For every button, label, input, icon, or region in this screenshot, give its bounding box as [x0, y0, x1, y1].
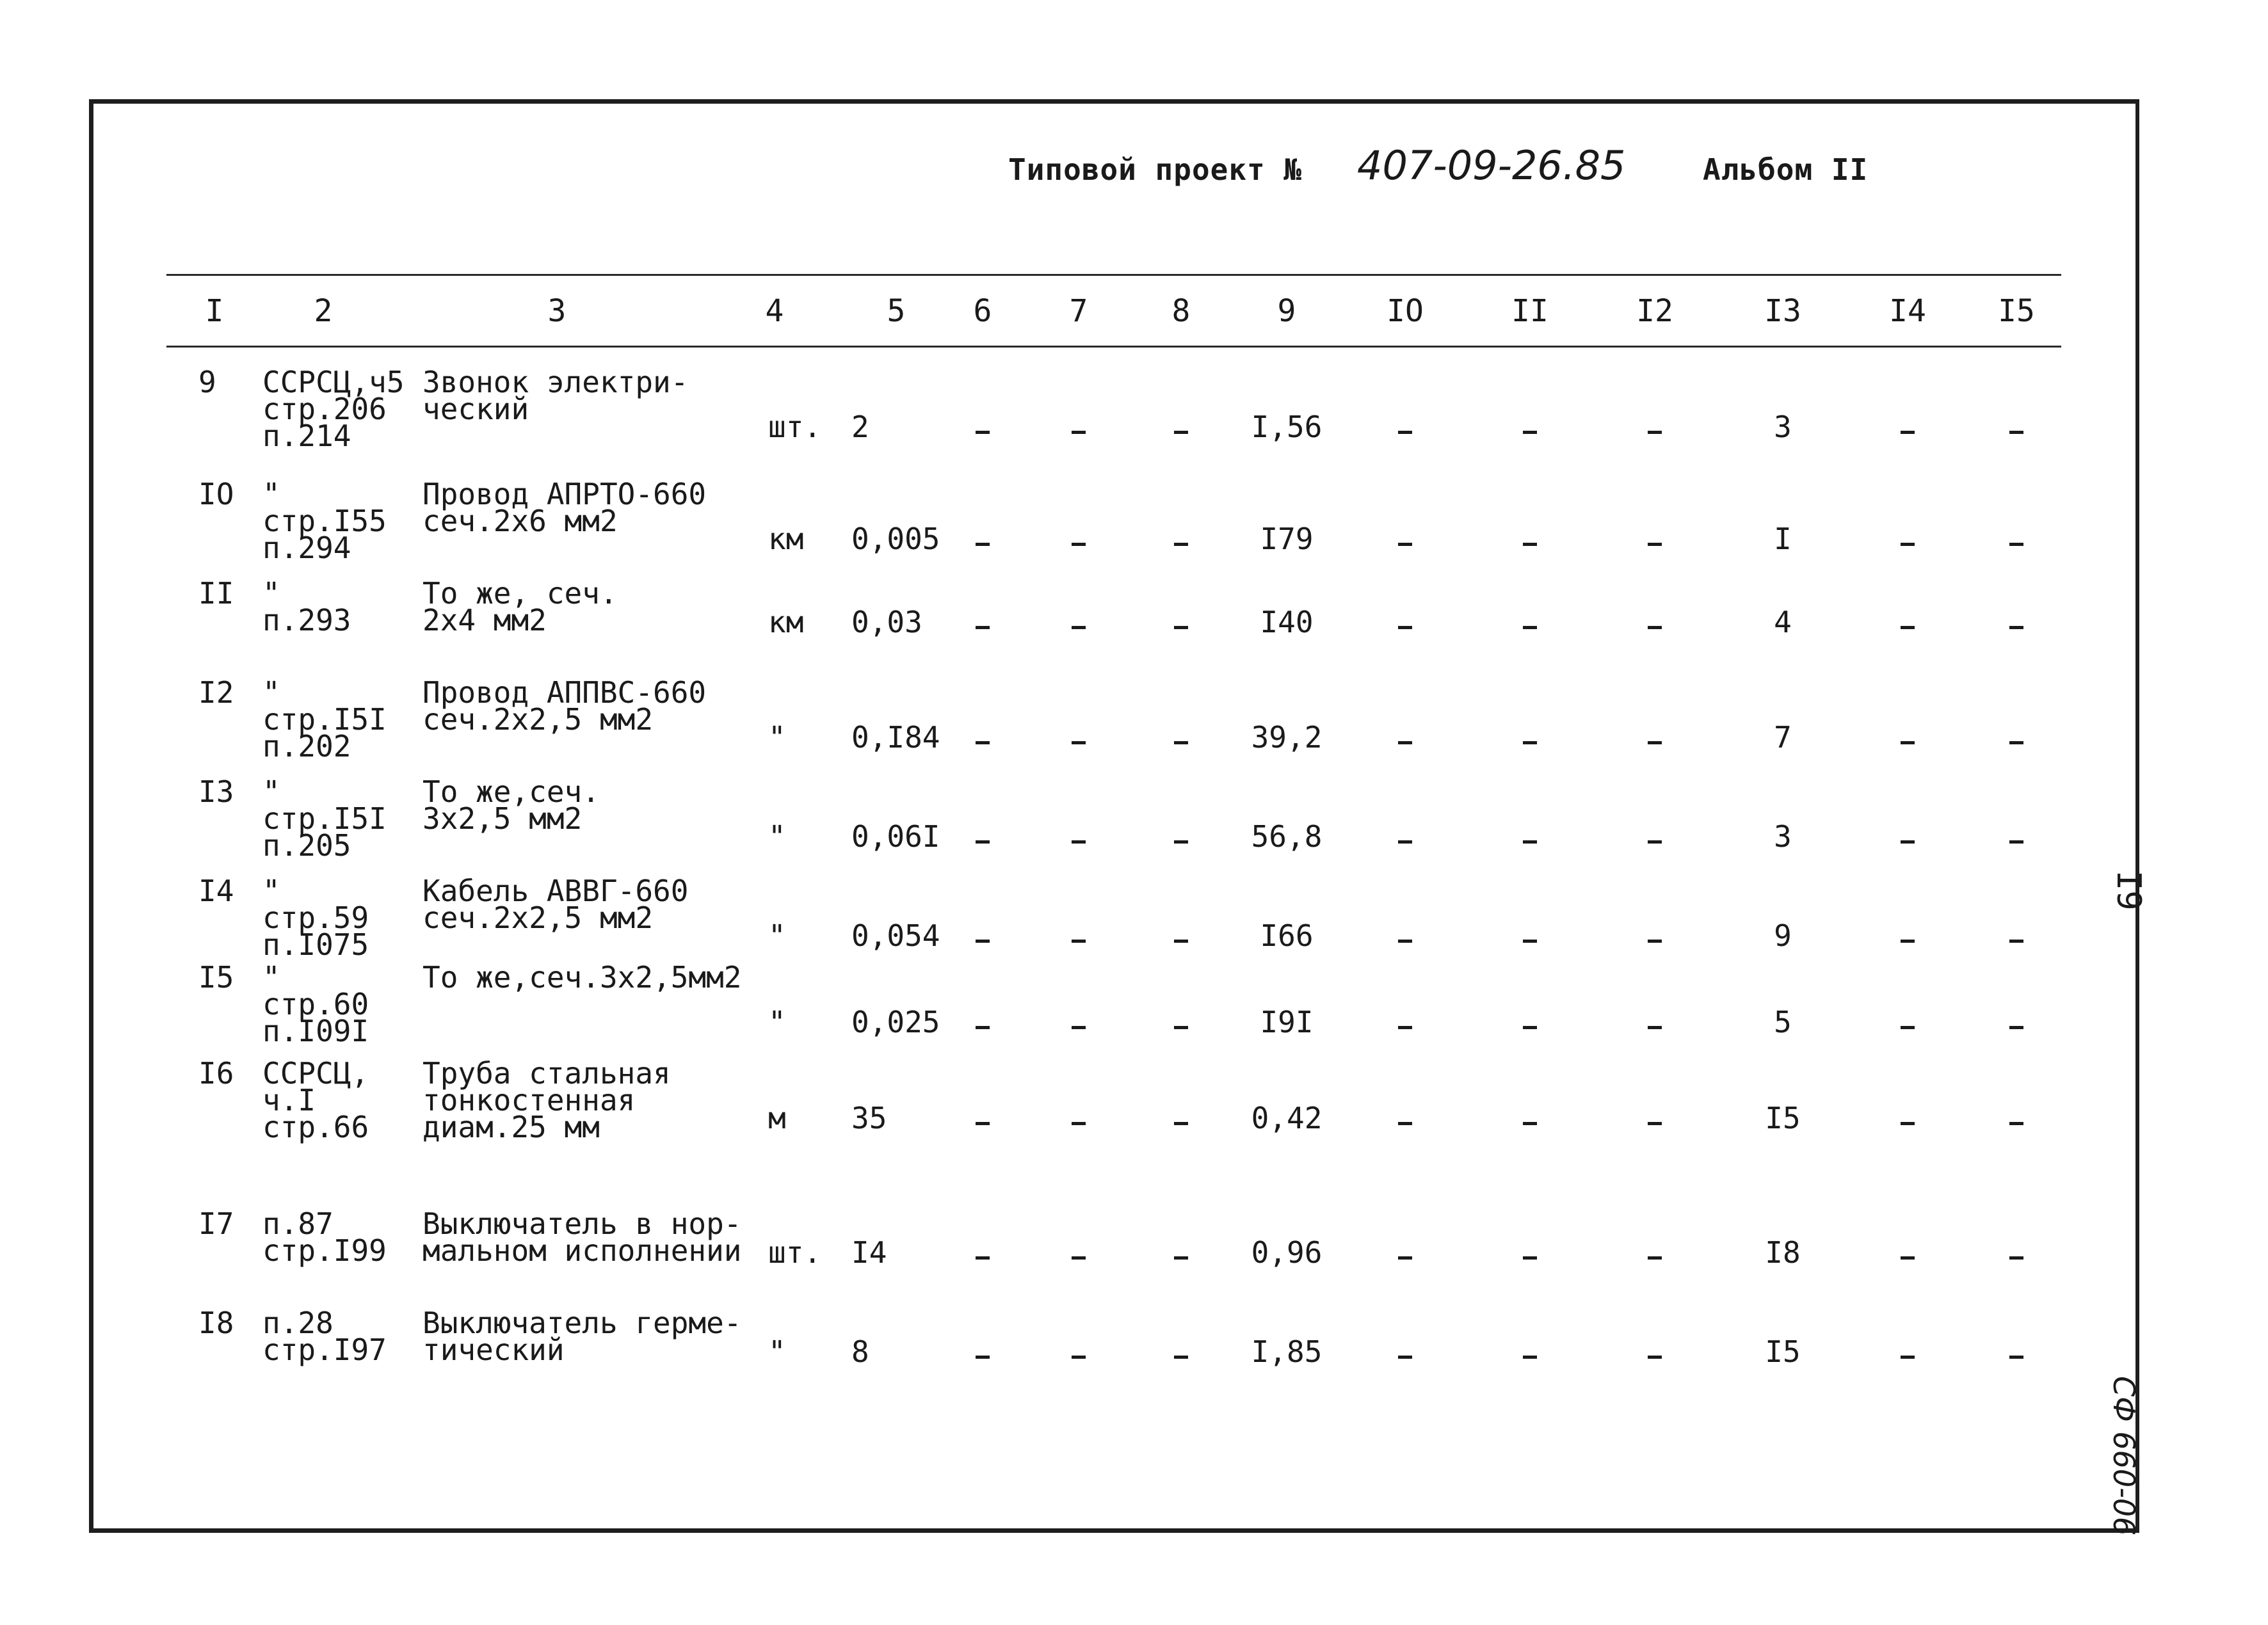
quantity-cell: 0,I84 — [851, 720, 940, 755]
dash-mark — [1648, 626, 1662, 629]
source-reference: п.202 — [262, 729, 351, 764]
quantity-cell: 0,054 — [851, 918, 940, 953]
dash-mark — [1398, 840, 1412, 844]
dash-mark — [976, 741, 990, 744]
header-bottom-rule — [166, 346, 2061, 348]
dash-mark — [1174, 431, 1188, 434]
item-name: То же,сеч.3х2,5мм2 — [422, 960, 742, 995]
source-reference: п.87 — [262, 1206, 334, 1241]
column-number: II — [1511, 293, 1548, 329]
item-name: сеч.2х2,5 мм2 — [422, 702, 654, 737]
column-number: IO — [1387, 293, 1424, 329]
unit-cell: " — [768, 819, 786, 854]
dash-mark — [976, 940, 990, 943]
source-reference: " — [262, 477, 280, 511]
dash-mark — [1523, 431, 1537, 434]
item-name: 2х4 мм2 — [422, 603, 547, 637]
value-c9: 0,96 — [1251, 1235, 1323, 1270]
column-number: I5 — [1998, 293, 2035, 329]
dash-mark — [1174, 626, 1188, 629]
dash-mark — [1523, 543, 1537, 546]
row-number: 9 — [198, 365, 216, 399]
quantity-cell: 0,025 — [851, 1005, 940, 1039]
column-number: I — [205, 293, 224, 329]
row-number: I6 — [198, 1056, 234, 1091]
value-c9: I40 — [1260, 605, 1314, 639]
quantity-cell: 0,005 — [851, 522, 940, 556]
dash-mark — [2009, 543, 2023, 546]
item-name: сеч.2х2,5 мм2 — [422, 901, 654, 935]
quantity-cell: 8 — [851, 1334, 869, 1369]
unit-cell: км — [768, 522, 804, 556]
dash-mark — [976, 1026, 990, 1029]
dash-mark — [1523, 1026, 1537, 1029]
unit-cell: м — [768, 1101, 786, 1135]
source-reference: стр.206 — [262, 392, 387, 426]
document-frame — [89, 99, 2141, 1536]
item-name: Звонок электри- — [422, 365, 689, 399]
dash-mark — [1174, 840, 1188, 844]
item-name: ческий — [422, 392, 529, 426]
item-name: 3х2,5 мм2 — [422, 801, 583, 836]
item-name: диам.25 мм — [422, 1110, 600, 1144]
item-name: То же, сеч. — [422, 576, 618, 611]
row-number: I4 — [198, 874, 234, 908]
dash-mark — [1398, 431, 1412, 434]
quantity-cell: 0,03 — [851, 605, 922, 639]
value-c9: 39,2 — [1251, 720, 1323, 755]
page-number: I9 — [2109, 870, 2148, 911]
source-reference: " — [262, 576, 280, 611]
column-number: 2 — [314, 293, 333, 329]
value-c13: 4 — [1774, 605, 1792, 639]
value-c9: I,85 — [1251, 1334, 1323, 1369]
album-label: Альбом II — [1703, 152, 1869, 187]
dash-mark — [1523, 626, 1537, 629]
dash-mark — [1072, 840, 1086, 844]
column-number: 4 — [765, 293, 784, 329]
dash-mark — [2009, 1356, 2023, 1359]
dash-mark — [976, 1356, 990, 1359]
item-name: тический — [422, 1333, 565, 1367]
row-number: I7 — [198, 1206, 234, 1241]
dash-mark — [976, 1122, 990, 1125]
unit-cell: " — [768, 918, 786, 953]
value-c13: I8 — [1765, 1235, 1801, 1270]
dash-mark — [976, 1256, 990, 1260]
column-number: I3 — [1764, 293, 1801, 329]
dash-mark — [1901, 1122, 1915, 1125]
dash-mark — [1072, 626, 1086, 629]
item-name: Труба стальная — [422, 1056, 671, 1091]
dash-mark — [2009, 840, 2023, 844]
item-name: Кабель АВВГ-660 — [422, 874, 689, 908]
archive-stamp: СФ 660-06 — [2107, 1376, 2141, 1536]
dash-mark — [976, 840, 990, 844]
source-reference: стр.59 — [262, 901, 369, 935]
source-reference: " — [262, 960, 280, 995]
dash-mark — [2009, 1026, 2023, 1029]
dash-mark — [1901, 626, 1915, 629]
value-c13: I5 — [1765, 1101, 1801, 1135]
dash-mark — [1901, 1026, 1915, 1029]
source-reference: п.28 — [262, 1306, 334, 1340]
source-reference: п.I09I — [262, 1014, 369, 1048]
source-reference: стр.I5I — [262, 702, 387, 737]
dash-mark — [1072, 543, 1086, 546]
value-c9: I9I — [1260, 1005, 1314, 1039]
unit-cell: шт. — [768, 410, 822, 444]
dash-mark — [1648, 840, 1662, 844]
dash-mark — [1072, 741, 1086, 744]
dash-mark — [1398, 626, 1412, 629]
source-reference: стр.I97 — [262, 1333, 387, 1367]
dash-mark — [1901, 431, 1915, 434]
item-name: сеч.2х6 мм2 — [422, 504, 618, 538]
dash-mark — [976, 626, 990, 629]
dash-mark — [1072, 1026, 1086, 1029]
item-name: Провод АПРТО-660 — [422, 477, 707, 511]
value-c13: 3 — [1774, 410, 1792, 444]
source-reference: стр.I55 — [262, 504, 387, 538]
column-number: 6 — [973, 293, 992, 329]
project-number: 407-09-26.85 — [1357, 142, 1626, 189]
dash-mark — [1174, 741, 1188, 744]
unit-cell: шт. — [768, 1235, 822, 1270]
dash-mark — [1174, 1122, 1188, 1125]
source-reference: ч.I — [262, 1083, 316, 1117]
dash-mark — [2009, 431, 2023, 434]
column-number: 5 — [887, 293, 906, 329]
dash-mark — [1648, 543, 1662, 546]
dash-mark — [1648, 1122, 1662, 1125]
source-reference: стр.I99 — [262, 1233, 387, 1268]
value-c13: I5 — [1765, 1334, 1801, 1369]
dash-mark — [1398, 1256, 1412, 1260]
value-c9: I,56 — [1251, 410, 1323, 444]
dash-mark — [1648, 1026, 1662, 1029]
dash-mark — [1398, 543, 1412, 546]
project-label: Типовой проект № — [1008, 152, 1303, 187]
dash-mark — [1072, 1256, 1086, 1260]
row-number: I5 — [198, 960, 234, 995]
dash-mark — [1398, 1026, 1412, 1029]
quantity-cell: 35 — [851, 1101, 887, 1135]
quantity-cell: 0,06I — [851, 819, 940, 854]
dash-mark — [1174, 940, 1188, 943]
source-reference: стр.60 — [262, 987, 369, 1021]
item-name: мальном исполнении — [422, 1233, 742, 1268]
quantity-cell: I4 — [851, 1235, 887, 1270]
item-name: То же,сеч. — [422, 774, 600, 809]
row-number: II — [198, 576, 234, 611]
item-name: Выключатель герме- — [422, 1306, 742, 1340]
value-c13: 5 — [1774, 1005, 1792, 1039]
dash-mark — [1901, 940, 1915, 943]
header-top-rule — [166, 274, 2061, 276]
dash-mark — [1648, 1356, 1662, 1359]
column-number: I4 — [1889, 293, 1926, 329]
source-reference: п.294 — [262, 531, 351, 565]
value-c9: I66 — [1260, 918, 1314, 953]
dash-mark — [1398, 1122, 1412, 1125]
dash-mark — [1901, 1356, 1915, 1359]
item-name: Провод АППВС-660 — [422, 675, 707, 710]
item-name: Выключатель в нор- — [422, 1206, 742, 1241]
dash-mark — [1901, 741, 1915, 744]
column-number: I2 — [1636, 293, 1673, 329]
value-c13: I — [1774, 522, 1792, 556]
dash-mark — [1523, 940, 1537, 943]
item-name: тонкостенная — [422, 1083, 636, 1117]
dash-mark — [1398, 741, 1412, 744]
dash-mark — [1072, 1122, 1086, 1125]
source-reference: " — [262, 874, 280, 908]
dash-mark — [1072, 1356, 1086, 1359]
value-c9: I79 — [1260, 522, 1314, 556]
dash-mark — [2009, 1256, 2023, 1260]
source-reference: п.205 — [262, 828, 351, 863]
column-number: 8 — [1171, 293, 1191, 329]
source-reference: п.I075 — [262, 927, 369, 962]
quantity-cell: 2 — [851, 410, 869, 444]
dash-mark — [2009, 1122, 2023, 1125]
dash-mark — [2009, 741, 2023, 744]
dash-mark — [976, 543, 990, 546]
source-reference: п.214 — [262, 419, 351, 453]
value-c9: 56,8 — [1251, 819, 1323, 854]
dash-mark — [1901, 543, 1915, 546]
dash-mark — [1174, 543, 1188, 546]
dash-mark — [1072, 431, 1086, 434]
unit-cell: " — [768, 720, 786, 755]
column-number: 9 — [1277, 293, 1296, 329]
unit-cell: " — [768, 1334, 786, 1369]
dash-mark — [976, 431, 990, 434]
dash-mark — [1648, 940, 1662, 943]
dash-mark — [1648, 1256, 1662, 1260]
dash-mark — [2009, 940, 2023, 943]
dash-mark — [1398, 940, 1412, 943]
source-reference: стр.66 — [262, 1110, 369, 1144]
row-number: IO — [198, 477, 234, 511]
dash-mark — [1901, 840, 1915, 844]
unit-cell: км — [768, 605, 804, 639]
dash-mark — [1174, 1256, 1188, 1260]
column-number: 7 — [1069, 293, 1088, 329]
dash-mark — [2009, 626, 2023, 629]
source-reference: " — [262, 675, 280, 710]
dash-mark — [1072, 940, 1086, 943]
source-reference: ССРСЦ,ч5 — [262, 365, 405, 399]
row-number: I3 — [198, 774, 234, 809]
dash-mark — [1398, 1356, 1412, 1359]
dash-mark — [1648, 741, 1662, 744]
dash-mark — [1523, 840, 1537, 844]
value-c13: 7 — [1774, 720, 1792, 755]
value-c13: 3 — [1774, 819, 1792, 854]
source-reference: " — [262, 774, 280, 809]
dash-mark — [1174, 1026, 1188, 1029]
dash-mark — [1523, 1122, 1537, 1125]
value-c9: 0,42 — [1251, 1101, 1323, 1135]
dash-mark — [1523, 1356, 1537, 1359]
dash-mark — [1523, 741, 1537, 744]
row-number: I8 — [198, 1306, 234, 1340]
source-reference: стр.I5I — [262, 801, 387, 836]
value-c13: 9 — [1774, 918, 1792, 953]
unit-cell: " — [768, 1005, 786, 1039]
dash-mark — [1174, 1356, 1188, 1359]
row-number: I2 — [198, 675, 234, 710]
source-reference: п.293 — [262, 603, 351, 637]
source-reference: ССРСЦ, — [262, 1056, 369, 1091]
dash-mark — [1648, 431, 1662, 434]
dash-mark — [1901, 1256, 1915, 1260]
dash-mark — [1523, 1256, 1537, 1260]
column-number: 3 — [547, 293, 567, 329]
